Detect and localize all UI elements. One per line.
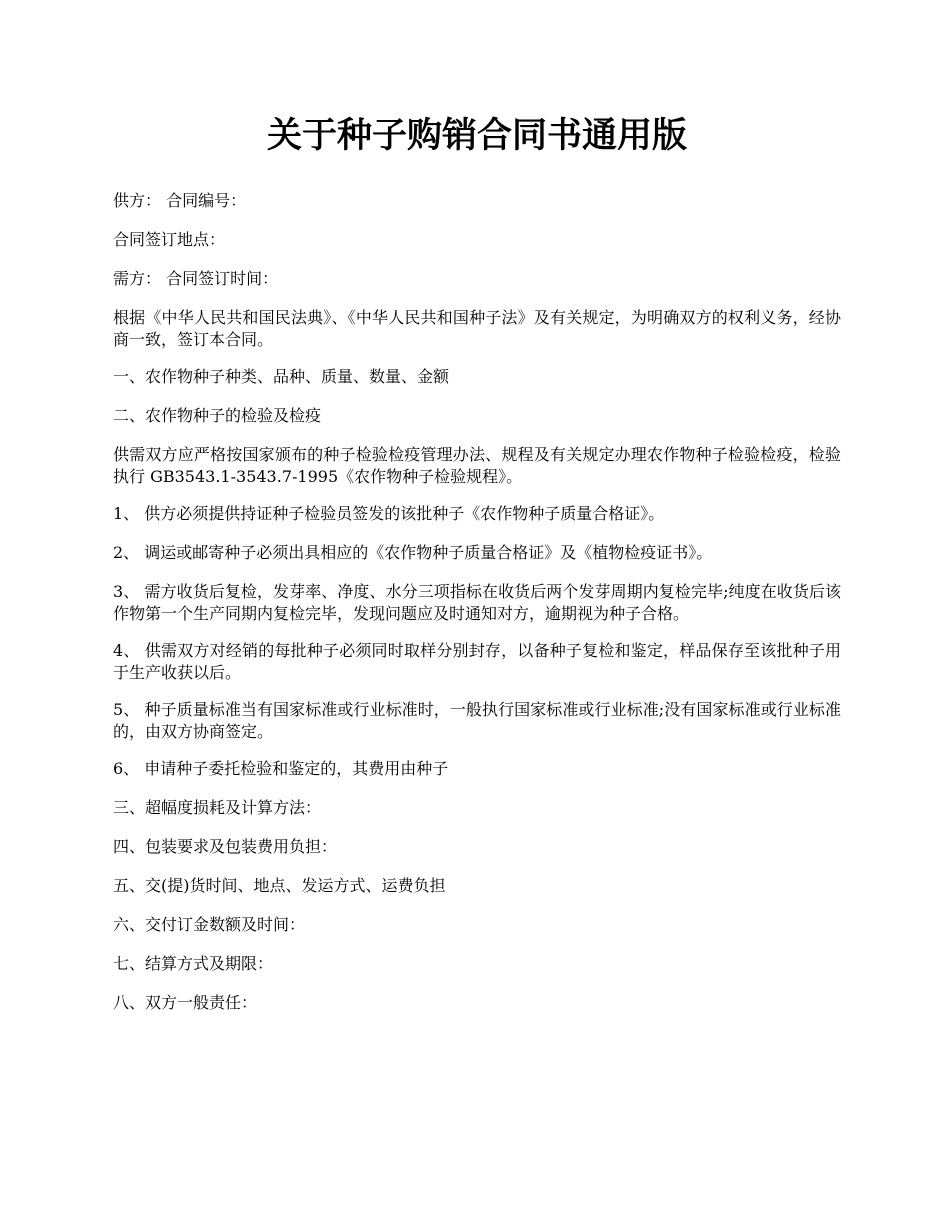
clause-3: 3、 需方收货后复检，发芽率、净度、水分三项指标在收货后两个发芽周期内复检完毕;纯度在收货后该作物第一个生产同期内复检完毕，发现问题应及时通知对方，逾期视为种子合格。	[113, 582, 841, 623]
clause-5: 5、 种子质量标准当有国家标准或行业标准时，一般执行国家标准或行业标准;没有国家标准或行业标准的，由双方协商签定。	[113, 700, 841, 741]
preamble-paragraph: 根据《中华人民共和国民法典》、《中华人民共和国种子法》及有关规定，为明确双方的权利义务，经协商一致，签订本合同。	[113, 308, 841, 349]
document-body	[113, 112, 841, 1031]
section-4-heading: 四、包装要求及包装费用负担：	[113, 837, 338, 856]
inspection-paragraph: 供需双方应严格按国家颁布的种子检验检疫管理办法、规程及有关规定办理农作物种子检验检疫，检验执行 GB3543.1-3543.7-1995《农作物种子检验规程》。	[113, 445, 841, 486]
clause-6: 6、 申请种子委托检验和鉴定的，其费用由种子	[113, 759, 449, 778]
signing-place-line: 合同签订地点：	[113, 230, 226, 249]
section-2-heading: 二、农作物种子的检验及检疫	[113, 406, 322, 425]
document-title: 关于种子购销合同书通用版	[266, 115, 687, 156]
section-6-heading: 六、交付订金数额及时间：	[113, 915, 306, 934]
clause-4: 4、 供需双方对经销的每批种子必须同时取样分别封存，以备种子复检和鉴定，样品保存至该批种子用于生产收获以后。	[113, 641, 841, 682]
clause-2: 2、 调运或邮寄种子必须出具相应的《农作物种子质量合格证》及《植物检疫证书》。	[113, 543, 713, 562]
section-1-heading: 一、农作物种子种类、品种、质量、数量、金额	[113, 367, 450, 386]
section-7-heading: 七、结算方式及期限：	[113, 954, 274, 973]
buyer-signing-time-line: 需方： 合同签订时间：	[113, 269, 279, 288]
section-5-heading: 五、交(提)货时间、地点、发运方式、运费负担	[113, 876, 446, 895]
clause-1: 1、 供方必须提供持证种子检验员签发的该批种子《农作物种子质量合格证》。	[113, 504, 665, 523]
section-3-heading: 三、超幅度损耗及计算方法：	[113, 798, 322, 817]
section-8-heading: 八、双方一般责任：	[113, 993, 258, 1012]
supplier-contract-number-line: 供方： 合同编号：	[113, 191, 247, 210]
